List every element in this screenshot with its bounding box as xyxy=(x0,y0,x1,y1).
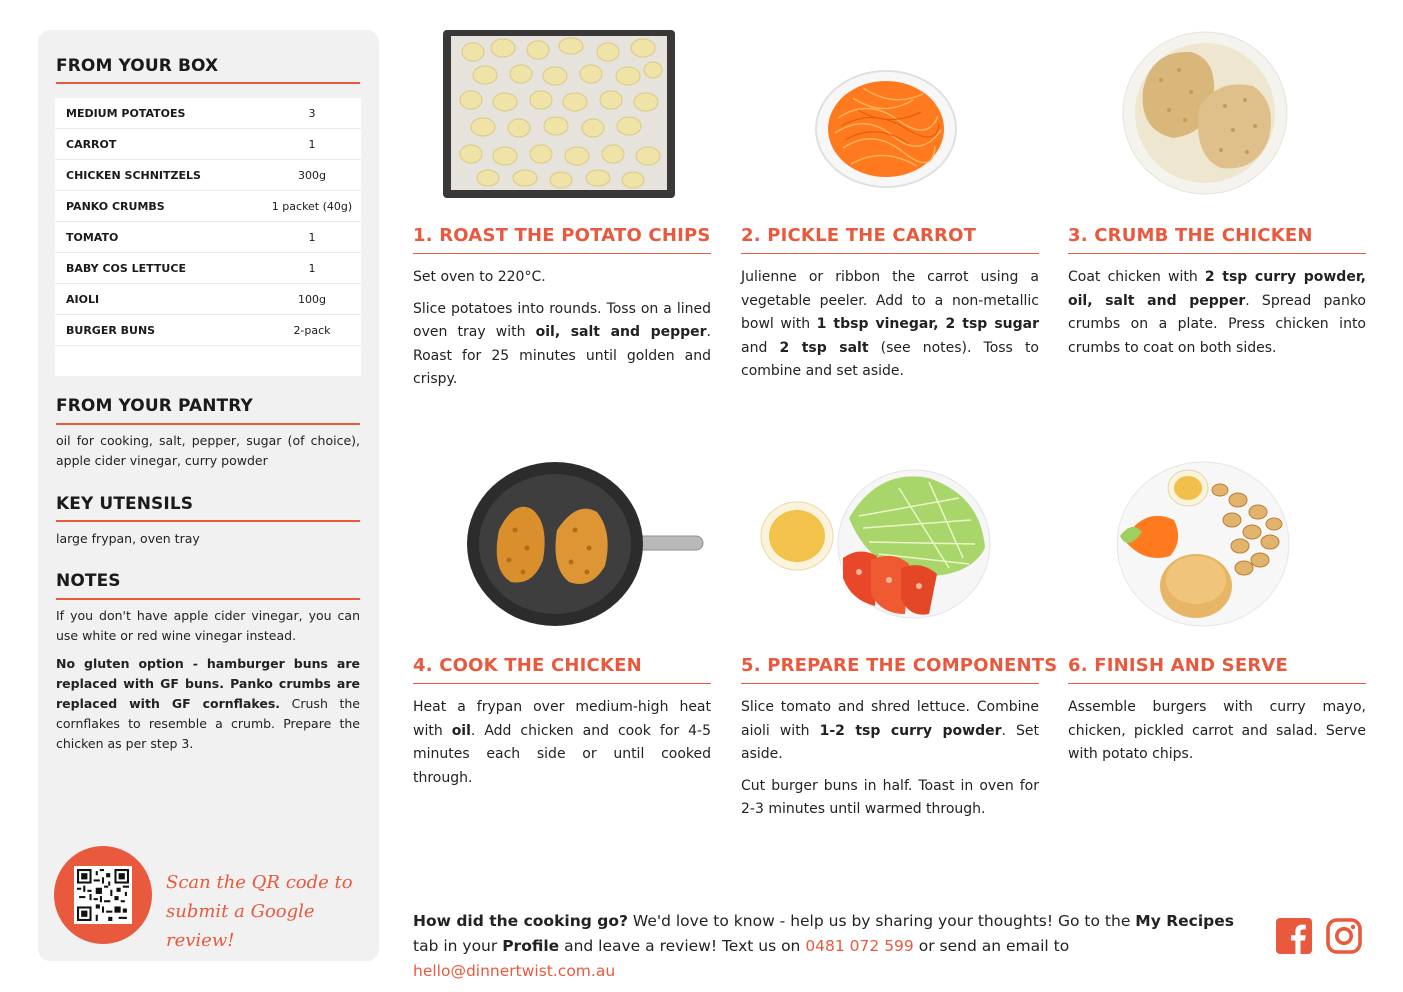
frypan-chicken-image xyxy=(465,460,705,628)
step-1 xyxy=(413,30,711,390)
text-run: and xyxy=(741,339,780,356)
salad-components-image xyxy=(759,468,991,620)
review-footer xyxy=(413,909,1263,984)
text-run: Slice potatoes into rounds. Toss on a lined oven tray with xyxy=(413,300,711,340)
utensils-text: large frypan, oven tray xyxy=(56,531,200,546)
qr-caption-line: Scan the QR code to xyxy=(166,872,353,893)
table-row xyxy=(55,253,361,284)
step-title: 1. ROAST THE POTATO CHIPS xyxy=(413,225,711,254)
qr-caption-line: submit a Google review! xyxy=(166,901,315,951)
step-instructions xyxy=(413,696,711,790)
potato-tray-image xyxy=(443,30,675,198)
step-title: 3. CRUMB THE CHICKEN xyxy=(1068,225,1366,254)
facebook-icon[interactable] xyxy=(1276,918,1312,954)
footer-text: tab in your xyxy=(413,937,503,955)
ingredient-qty: 300g xyxy=(298,168,326,182)
step-paragraph: Set oven to 220°C. xyxy=(413,269,546,285)
step-instructions xyxy=(741,266,1039,384)
ingredient-qty: 1 packet (40g) xyxy=(271,199,353,213)
burger-plate-image xyxy=(1114,460,1292,628)
pantry-title: FROM YOUR PANTRY xyxy=(56,396,253,416)
step-4 xyxy=(413,460,711,820)
gluten-note-rest: Crush the cornflakes to resemble a crumb. Prepare the chicken as per step 3. xyxy=(56,696,360,751)
ingredient-name: BABY COS LETTUCE xyxy=(66,261,186,275)
text-run-bold: oil, salt and pepper xyxy=(535,324,707,340)
ingredient-name: AIOLI xyxy=(66,292,100,306)
step-6 xyxy=(1068,460,1366,820)
step-instructions xyxy=(1068,696,1366,767)
text-run-bold: 1-2 tsp curry powder xyxy=(819,722,1002,739)
table-row xyxy=(55,222,361,253)
step-instructions xyxy=(1068,266,1366,360)
divider xyxy=(56,520,360,522)
qr-caption xyxy=(166,868,366,955)
text-run: . Add chicken and cook for 4-5 minutes each side or until cooked through. xyxy=(413,722,711,786)
table-row xyxy=(55,160,361,191)
notes-paragraph: If you don't have apple cider vinegar, you can use white or red wine vinegar instead. xyxy=(56,608,360,643)
qr-code[interactable] xyxy=(74,866,132,924)
step-title: 6. FINISH AND SERVE xyxy=(1068,655,1366,684)
from-box-table xyxy=(55,98,361,376)
table-row xyxy=(55,98,361,129)
text-run: . Spread panko crumbs on a plate. Press chicken into crumbs to coat on both sides. xyxy=(1068,292,1366,356)
ingredient-qty: 1 xyxy=(308,137,316,151)
footer-text: and leave a review! Text us on xyxy=(559,937,806,955)
step-paragraph: Cut burger buns in half. Toast in oven for 2-3 minutes until warmed through. xyxy=(741,777,1039,817)
step-5 xyxy=(741,460,1058,820)
ingredient-name: MEDIUM POTATOES xyxy=(66,106,186,120)
table-row xyxy=(55,129,361,160)
footer-text: or send an email to xyxy=(913,937,1070,955)
notes-title: NOTES xyxy=(56,571,121,591)
ingredient-name: CHICKEN SCHNITZELS xyxy=(66,168,201,182)
email-link[interactable]: hello@dinnertwist.com.au xyxy=(413,962,616,980)
text-run: Julienne or ribbon the carrot using a vegetable peeler. Add to a non-metallic bowl with xyxy=(741,269,1039,332)
ingredient-qty: 100g xyxy=(298,292,326,306)
ingredient-qty: 3 xyxy=(308,106,316,120)
step-title: 5. PREPARE THE COMPONENTS xyxy=(741,655,1039,684)
divider xyxy=(56,423,360,425)
ingredient-name: PANKO CRUMBS xyxy=(66,199,165,213)
step-paragraph xyxy=(1068,266,1366,360)
step-paragraph: Assemble burgers with curry mayo, chicken, pickled carrot and salad. Serve with potato chips. xyxy=(1068,699,1366,762)
step-paragraph xyxy=(413,696,711,790)
divider xyxy=(56,598,360,600)
from-box-title: FROM YOUR BOX xyxy=(56,56,219,76)
qr-code-icon xyxy=(77,869,129,921)
text-run-bold: 2 tsp curry powder, oil, salt and pepper xyxy=(1068,269,1366,309)
text-run-bold: 1 tbsp vinegar, 2 tsp sugar xyxy=(816,316,1039,332)
ingredient-qty: 1 xyxy=(308,230,316,244)
step-instructions xyxy=(413,266,711,392)
ingredient-qty: 1 xyxy=(308,261,316,275)
my-recipes-label: My Recipes xyxy=(1135,912,1234,930)
pantry-text: oil for cooking, salt, pepper, sugar (of choice), apple cider vinegar, curry powder xyxy=(56,433,360,468)
qr-badge[interactable] xyxy=(54,846,152,944)
gluten-note-bold: No gluten option - hamburger buns are replaced with GF buns. Panko crumbs are replaced with GF cornflakes. xyxy=(56,656,360,711)
text-run: . Roast for 25 minutes until golden and crispy. xyxy=(413,324,711,387)
ingredients-sidebar xyxy=(38,30,379,961)
utensils-title: KEY UTENSILS xyxy=(56,494,194,514)
text-run-bold: 2 tsp salt xyxy=(779,339,869,356)
step-instructions xyxy=(741,696,1039,822)
phone-link[interactable]: 0481 072 599 xyxy=(805,937,914,955)
step-title: 2. PICKLE THE CARROT xyxy=(741,225,1039,254)
carrot-bowl-image xyxy=(813,68,959,190)
step-3 xyxy=(1068,30,1366,390)
text-run: Heat a frypan over medium-high heat with xyxy=(413,699,711,739)
ingredient-name: CARROT xyxy=(66,137,117,151)
step-paragraph xyxy=(413,298,711,392)
table-row xyxy=(55,284,361,315)
step-2 xyxy=(741,30,1039,390)
text-run: Coat chicken with xyxy=(1068,269,1205,285)
step-paragraph xyxy=(741,266,1039,384)
text-run-bold: oil xyxy=(451,722,471,739)
profile-label: Profile xyxy=(502,937,560,955)
divider xyxy=(56,82,360,84)
notes-paragraph xyxy=(56,654,360,754)
instagram-icon[interactable] xyxy=(1326,918,1362,954)
step-title: 4. COOK THE CHICKEN xyxy=(413,655,711,684)
table-row xyxy=(55,315,361,346)
ingredient-name: BURGER BUNS xyxy=(66,323,156,337)
ingredient-name: TOMATO xyxy=(66,230,119,244)
ingredient-qty: 2-pack xyxy=(293,323,331,337)
footer-question: How did the cooking go? xyxy=(413,912,628,930)
footer-text: We'd love to know - help us by sharing your thoughts! Go to the xyxy=(627,912,1136,930)
text-run: Slice tomato and shred lettuce. Combine aioli with xyxy=(741,699,1039,739)
notes-text xyxy=(56,606,360,754)
table-row-empty xyxy=(55,346,361,376)
table-row xyxy=(55,191,361,222)
crumbed-chicken-image xyxy=(1121,30,1289,196)
text-run: (see notes). Toss to combine and set aside. xyxy=(741,339,1039,379)
step-paragraph xyxy=(741,696,1039,767)
text-run: . Set aside. xyxy=(741,722,1039,762)
